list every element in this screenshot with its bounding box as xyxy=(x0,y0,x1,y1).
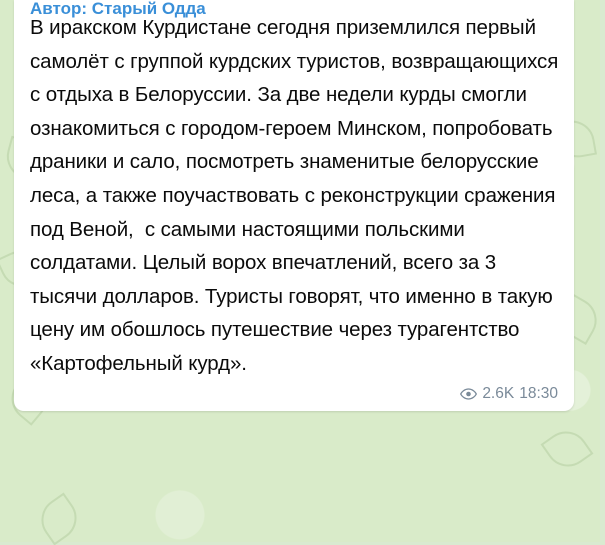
views-count: 2.6K xyxy=(482,384,515,402)
message-bubble[interactable] xyxy=(14,0,574,411)
message-author[interactable]: Автор: Старый Одда xyxy=(30,0,206,18)
eye-icon xyxy=(460,388,477,400)
leaf-decoration-icon xyxy=(33,493,86,545)
message-text: В иракском Курдистане сегодня приземлился первый самолёт с группой курдских туристов, возвращающихся с отдыха в Белоруссии. За две недели курды смогли ознакомиться с городом-героем Минском, попробовать драники и сало, посмотреть знаменитые белорусские леса, а также поучаствовать с реконструкции сражения под Веной, с самыми настоящими польскими солдатами. Целый ворох впечатлений, всего за 3 тысячи долларов. Туристы говорят, что именно в такую цену им обошлось путешествие через турагентство «Картофельный курд». xyxy=(30,16,564,375)
message-meta xyxy=(30,383,560,405)
leaf-decoration-icon xyxy=(541,423,594,476)
message-time: 18:30 xyxy=(519,384,558,402)
